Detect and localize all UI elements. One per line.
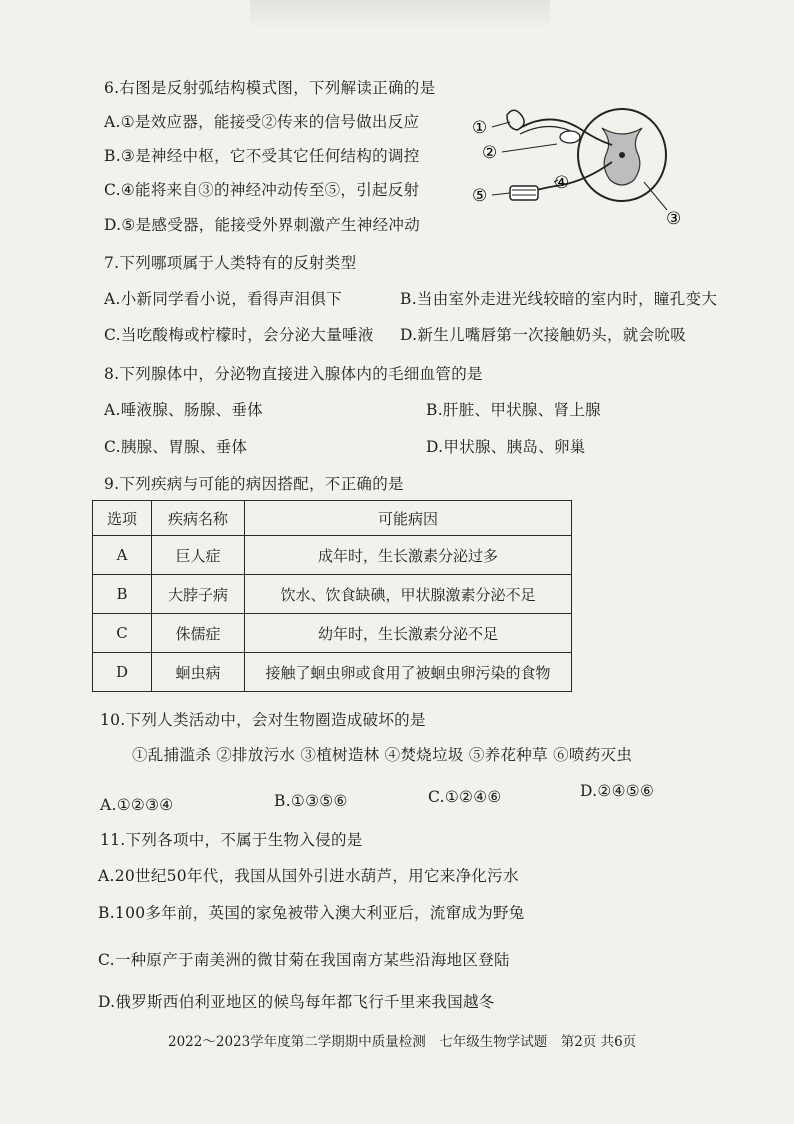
q6-option-d: D.⑤是感受器，能接受外界刺激产生神经冲动 <box>104 216 420 234</box>
header-disease: 疾病名称 <box>152 501 245 536</box>
cell-disease: 侏儒症 <box>152 614 245 653</box>
cell-cause: 饮水、饮食缺碘，甲状腺激素分泌不足 <box>245 575 572 614</box>
effector <box>510 186 538 200</box>
q7-option-a: A.小新同学看小说，看得声泪俱下 <box>104 290 342 308</box>
table-header-row <box>93 501 572 536</box>
table-row <box>93 536 572 575</box>
cell-disease: 大脖子病 <box>152 575 245 614</box>
q11-stem: 11.下列各项中，不属于生物入侵的是 <box>100 831 363 849</box>
page-footer: 2022～2023学年度第二学期期中质量检测 七年级生物学试题 第2页 共6页 <box>168 1034 637 1050</box>
q8-stem: 8.下列腺体中，分泌物直接进入腺体内的毛细血管的是 <box>104 365 483 383</box>
cell-option: A <box>93 536 152 575</box>
cell-cause: 幼年时，生长激素分泌不足 <box>245 614 572 653</box>
q7-option-b: B.当由室外走进光线较暗的室内时，瞳孔变大 <box>400 290 718 308</box>
label-5: ⑤ <box>472 186 488 206</box>
q8-option-b: B.肝脏、甲状腺、肾上腺 <box>426 401 601 419</box>
q8-option-a: A.唾液腺、肠腺、垂体 <box>104 401 263 419</box>
cell-disease: 蛔虫病 <box>152 653 245 692</box>
q8-option-c: C.胰腺、胃腺、垂体 <box>104 438 248 456</box>
q11-option-c: C.一种原产于南美洲的微甘菊在我国南方某些沿海地区登陆 <box>98 951 510 969</box>
central-canal <box>619 152 625 158</box>
table-row <box>93 575 572 614</box>
q10-option-b: B.①③⑤⑥ <box>274 792 348 810</box>
cell-disease: 巨人症 <box>152 536 245 575</box>
q6-option-c: C.④能将来自③的神经冲动传至⑤，引起反射 <box>104 181 420 199</box>
q9-table <box>92 500 572 692</box>
q11-option-b: B.100多年前，英国的家兔被带入澳大利亚后，流窜成为野兔 <box>98 904 525 922</box>
q8-option-d: D.甲状腺、胰岛、卵巢 <box>426 438 586 456</box>
header-cause: 可能病因 <box>245 501 572 536</box>
scan-smudge <box>250 0 550 30</box>
table-row <box>93 614 572 653</box>
q10-option-d: D.②④⑤⑥ <box>580 782 655 800</box>
q10-option-a: A.①②③④ <box>100 796 174 814</box>
q6-option-a: A.①是效应器，能接受②传来的信号做出反应 <box>104 113 420 131</box>
cell-option: D <box>93 653 152 692</box>
table-row <box>93 653 572 692</box>
ganglion <box>560 131 580 143</box>
q6-option-b: B.③是神经中枢，它不受其它任何结构的调控 <box>104 147 420 165</box>
receptor <box>507 110 524 130</box>
cell-option: B <box>93 575 152 614</box>
q10-items: ①乱捕滥杀 ②排放污水 ③植树造林 ④焚烧垃圾 ⑤养花种草 ⑥喷药灭虫 <box>132 746 633 764</box>
q7-option-d: D.新生儿嘴唇第一次接触奶头，就会吮吸 <box>400 326 687 344</box>
efferent-nerve <box>530 162 612 192</box>
q11-option-d: D.俄罗斯西伯利亚地区的候鸟每年都飞行千里来我国越冬 <box>98 993 495 1011</box>
reflex-arc-diagram <box>462 100 702 230</box>
q11-option-a: A.20世纪50年代，我国从国外引进水葫芦，用它来净化污水 <box>98 867 519 885</box>
label-4: ④ <box>554 173 570 193</box>
cell-cause: 接触了蛔虫卵或食用了被蛔虫卵污染的食物 <box>245 653 572 692</box>
label-2: ② <box>482 143 498 163</box>
q9-stem: 9.下列疾病与可能的病因搭配，不正确的是 <box>104 475 404 493</box>
q10-stem: 10.下列人类活动中，会对生物圈造成破坏的是 <box>100 711 426 729</box>
q10-option-c: C.①②④⑥ <box>428 788 502 806</box>
header-option: 选项 <box>93 501 152 536</box>
cell-option: C <box>93 614 152 653</box>
label-1: ① <box>472 118 488 138</box>
label-3: ③ <box>666 209 682 229</box>
q7-stem: 7.下列哪项属于人类特有的反射类型 <box>104 254 357 272</box>
q6-stem: 6.右图是反射弧结构模式图，下列解读正确的是 <box>104 79 436 97</box>
cell-cause: 成年时，生长激素分泌过多 <box>245 536 572 575</box>
q7-option-c: C.当吃酸梅或柠檬时，会分泌大量唾液 <box>104 326 374 344</box>
